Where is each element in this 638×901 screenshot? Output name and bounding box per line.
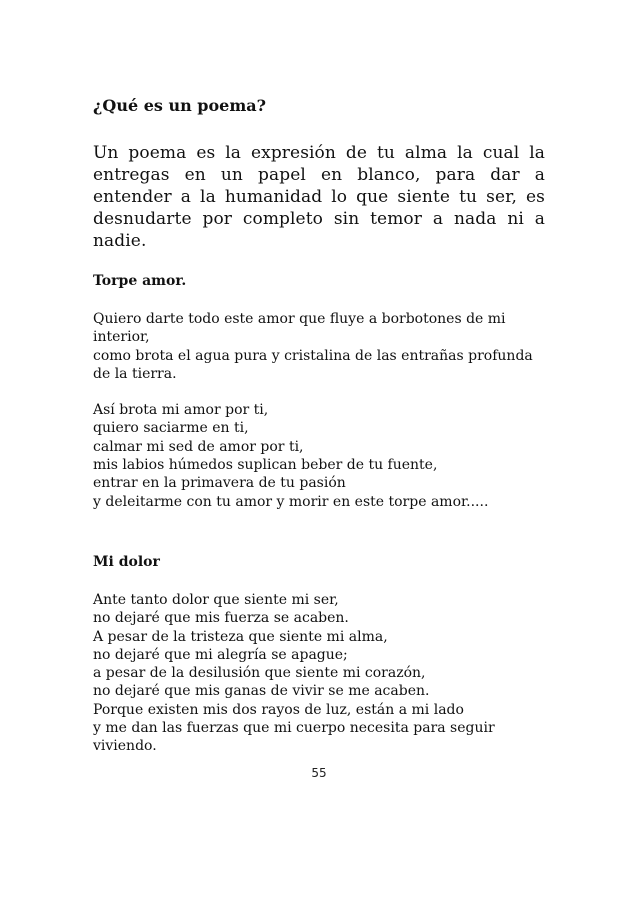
poem-line: interior, [93, 329, 150, 346]
poem-stanza [93, 310, 545, 383]
page-number: 55 [311, 766, 327, 780]
poem-line: no dejaré que mis fuerza se acaben. [93, 610, 349, 627]
poem-line: calmar mi sed de amor por ti, [93, 438, 304, 455]
poem-line: no dejaré que mis ganas de vivir se me acaben. [93, 683, 430, 700]
poem-line: a pesar de la desilusión que siente mi corazón, [93, 665, 426, 682]
poem-line: Porque existen mis dos rayos de luz, están a mi lado [93, 701, 464, 718]
poem-line: como brota el agua pura y cristalina de las entrañas profunda [93, 347, 533, 364]
poem-title-torpe-amor: Torpe amor. [93, 273, 187, 289]
poem-line: y deleitarme con tu amor y morir en este torpe amor..... [93, 493, 489, 510]
poem-line: de la tierra. [93, 365, 177, 382]
poem-line: viviendo. [93, 738, 157, 755]
intro-paragraph: Un poema es la expresión de tu alma la cual la entregas en un papel en blanco, para dar a entender a la humanidad lo que siente tu ser, es desnudarte por completo sin temor a nada ni a nadie. [93, 143, 545, 251]
poem-stanza [93, 591, 545, 756]
poem-line: Quiero darte todo este amor que fluye a borbotones de mi [93, 311, 506, 327]
poem-line: y me dan las fuerzas que mi cuerpo necesita para seguir [93, 720, 495, 737]
poem-line: A pesar de la tristeza que siente mi alma, [93, 628, 388, 645]
poem-line: Ante tanto dolor que siente mi ser, [93, 591, 339, 608]
poem-line: no dejaré que mi alegría se apague; [93, 646, 348, 663]
poem-line: mis labios húmedos suplican beber de tu fuente, [93, 457, 438, 474]
poem-line: quiero saciarme en ti, [93, 420, 249, 437]
poem-title-mi-dolor: Mi dolor [93, 553, 160, 570]
page-content [93, 96, 545, 756]
poem-stanza [93, 401, 545, 511]
page-heading: ¿Qué es un poema? [93, 96, 266, 115]
poem-line: Así brota mi amor por ti, [93, 402, 269, 419]
poem-line: entrar en la primavera de tu pasión [93, 475, 346, 492]
